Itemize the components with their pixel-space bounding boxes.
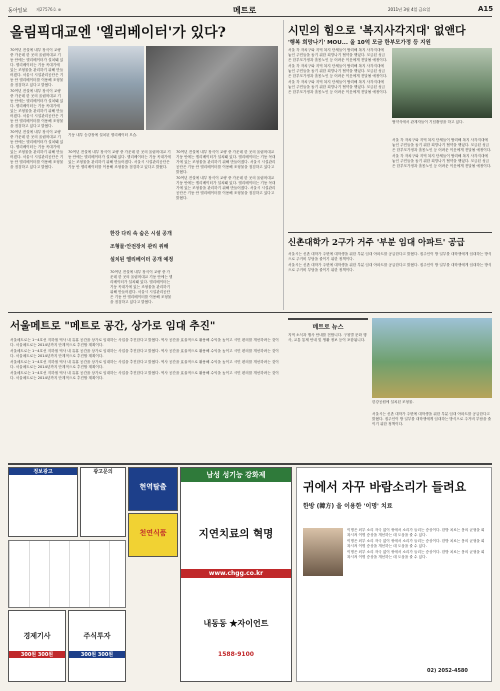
health-ad-body bbox=[347, 528, 487, 668]
health-ad-headline: 귀에서 자꾸 바람소리가 들려요 bbox=[303, 480, 467, 494]
ad3-big: 지연치료의 혁명 bbox=[198, 528, 274, 540]
article1-text-3: 70여년 전설에 내부 장식이 교량 중 가운데 한 곳의 올림픽대교 기둥 안에는 엘리베이터가 설치돼 있다. 엘리베이터는 기둥 꼭대기에 있는 조형물을 관리하기 위해 만들어졌다. 서울시 시설관리공단은 기둥 안 엘리베이터를 이용해 조형물을 점검하고 있다고 밝혔다. bbox=[10, 130, 64, 169]
news-box bbox=[288, 318, 368, 460]
article1-text-2: 70여년 전설에 내부 장식이 교량 중 가운데 한 곳의 올림픽대교 기둥 안에는 엘리베이터가 설치돼 있다. 엘리베이터는 기둥 꼭대기에 있는 조형물을 관리하기 위해 만들어졌다. 서울시 시설관리공단은 기둥 안 엘리베이터를 이용해 조형물을 점검하고 있다고 밝혔다. bbox=[10, 89, 64, 128]
news-box-body: 지역 소식과 행사 안내를 전합니다. 구청별 문화 행사, 교통 통제 안내 및 생활 정보 등이 포함됩니다. bbox=[288, 333, 367, 342]
ad3-url: www.chgg.co.kr bbox=[181, 569, 291, 578]
article2-text: 서울 각 자치구와 지역 복지 단체들이 협력해 복지 사각지대에 놓인 주민들을 돕기 위한 희망나기 협약을 맺었다. 모금된 성금은 한부모가정과 홀몸노인 등 어려운 이웃에게 전달될 예정이다. bbox=[288, 48, 388, 62]
article1-text-5: 70여년 전설에 내부 장식이 교량 중 가운데 한 곳의 올림픽대교 기둥 안에는 엘리베이터가 설치돼 있다. 엘리베이터는 기둥 꼭대기에 있는 조형물을 관리하기 위해 만들어졌다. 서울시 시설관리공단은 기둥 안 엘리베이터를 이용해 조형물을 점검하고 있다고 밝혔다. bbox=[176, 150, 276, 174]
ad7-title: 천연식품 bbox=[139, 529, 167, 537]
article1-text-6: 70여년 전설에 내부 장식이 교량 중 가운데 한 곳의 올림픽대교 기둥 안에는 엘리베이터가 설치돼 있다. 엘리베이터는 기둥 꼭대기에 있는 조형물을 관리하기 위해 만들어졌다. 서울시 시설관리공단은 기둥 안 엘리베이터를 이용해 조형물을 점검하고 있다고 밝혔다. bbox=[176, 176, 276, 200]
health-ad-text-2: 이명은 외부 소리 자극 없이 귀에서 소리가 들리는 증상이다. 한방 치료는 몸의 균형을 회복시켜 이명 증상을 개선하는 데 도움을 줄 수 있다. bbox=[347, 539, 485, 548]
paper-name: 동아일보 bbox=[8, 8, 28, 14]
ad3-title: 남성 성기능 강화제 bbox=[181, 468, 291, 482]
elevator-photo bbox=[146, 46, 278, 130]
article2-bottom-rule bbox=[288, 232, 492, 233]
article1-body-col2b bbox=[110, 270, 173, 306]
ad3-phone: 1588-9100 bbox=[218, 651, 254, 658]
article2-text-5: 서울 각 자치구와 지역 복지 단체들이 협력해 복지 사각지대에 놓인 주민들을 돕기 위한 희망나기 협약을 맺었다. 모금된 성금은 한부모가정과 홀몸노인 등 어려운 이웃에게 전달될 예정이다. bbox=[392, 154, 492, 168]
mid-rule bbox=[8, 312, 492, 313]
article1-side-headline-1: 한강 다리 속 숨은 시설 공개 bbox=[110, 231, 172, 237]
article4-headline: 서울메트로 "메트로 공간, 상가로 임대 추진" bbox=[10, 320, 216, 332]
article2-text-2: 서울 각 자치구와 지역 복지 단체들이 협력해 복지 사각지대에 놓인 주민들을 돕기 위한 희망나기 협약을 맺었다. 모금된 성금은 한부모가정과 홀몸노인 등 어려운 이웃에게 전달될 예정이다. bbox=[288, 64, 388, 78]
article2-headline: 시민의 힘으로 '복지사각지대' 없앤다 bbox=[288, 24, 466, 37]
article2-text-3: 서울 각 자치구와 지역 복지 단체들이 협력해 복지 사각지대에 놓인 주민들을 돕기 위한 희망나기 협약을 맺었다. 모금된 성금은 한부모가정과 홀몸노인 등 어려운 이웃에게 전달될 예정이다. bbox=[288, 80, 388, 94]
article3-photo-caption: 한강공원에 설치된 조형물. bbox=[372, 400, 414, 404]
article1-side-headline-3: 설치된 엘리베이터 공개 예정 bbox=[110, 257, 174, 263]
article4-body bbox=[10, 338, 282, 460]
ads-rule bbox=[8, 463, 492, 465]
ad5-sub: 300원 300원 bbox=[69, 651, 125, 658]
article2-body bbox=[288, 48, 388, 228]
article1-text: 70여년 전설에 내부 장식이 교량 중 가운데 한 곳의 올림픽대교 기둥 안에는 엘리베이터가 설치돼 있다. 엘리베이터는 기둥 꼭대기에 있는 조형물을 관리하기 위해 만들어졌다. 서울시 시설관리공단은 기둥 안 엘리베이터를 이용해 조형물을 점검하고 있다고 밝혔다. bbox=[10, 48, 64, 87]
issue-number: 제27576호 ⊕ bbox=[36, 7, 62, 12]
article4-text: 서울메트로는 1~4호선 지하철 역사 내 유휴 공간을 상가로 임대하는 사업을 추진한다고 밝혔다. 역사 공간을 효율적으로 활용해 수익을 높이고 시민 편의를 개선하려는 것이다. 서울메트로는 2014년까지 단계적으로 추진할 계획이다. bbox=[10, 338, 279, 347]
news-box-title: 메트로 뉴스 bbox=[312, 324, 344, 331]
article1-body-col3 bbox=[176, 150, 278, 306]
article2-text-4: 서울 각 자치구와 지역 복지 단체들이 협력해 복지 사각지대에 놓인 주민들을 돕기 위한 희망나기 협약을 맺었다. 모금된 성금은 한부모가정과 홀몸노인 등 어려운 이웃에게 전달될 예정이다. bbox=[392, 138, 492, 152]
classifieds-grid bbox=[8, 540, 126, 608]
section-title: 메트로 bbox=[233, 5, 257, 15]
ad2-title: 광고문의 bbox=[93, 469, 113, 475]
article3-body bbox=[288, 252, 492, 310]
article3-headline: 신촌대학가 2구가 거주 '부분 임대 아파트' 공급 bbox=[288, 238, 465, 248]
ad-box-3 bbox=[180, 467, 292, 682]
ad-box-2 bbox=[80, 467, 126, 537]
health-ad-subhead: 한방 (韓方) 을 이용한 '이명' 치료 bbox=[303, 503, 393, 510]
article4-text-2: 서울메트로는 1~4호선 지하철 역사 내 유휴 공간을 상가로 임대하는 사업을 추진한다고 밝혔다. 역사 공간을 효율적으로 활용해 수익을 높이고 시민 편의를 개선하려는 것이다. 서울메트로는 2014년까지 단계적으로 추진할 계획이다. bbox=[10, 349, 279, 358]
photo-story-body bbox=[372, 412, 492, 460]
hangang-photo bbox=[372, 318, 492, 398]
health-ad-text: 이명은 외부 소리 자극 없이 귀에서 소리가 들리는 증상이다. 한방 치료는 몸의 균형을 회복시켜 이명 증상을 개선하는 데 도움을 줄 수 있다. bbox=[347, 528, 485, 537]
olympic-bridge-photo bbox=[68, 46, 144, 130]
ad3-big2: 내동동 ★자이언트 bbox=[203, 618, 269, 628]
mou-photo bbox=[392, 48, 492, 118]
article2-body-col2 bbox=[392, 138, 492, 228]
article3-text-2: 서울시는 신촌 대학가 주변에 대학생을 위한 부분 임대 아파트를 공급한다고 밝혔다. 집주인이 방 일부를 대학생에게 임대하는 방식으로 주거비 부담을 줄이기 위한 정책이다. bbox=[288, 263, 492, 272]
article2-subhead: '행복 희망나기' MOU... 올 10억 모금 한부모가정 등 지원 bbox=[288, 40, 431, 46]
photo-story-text: 서울시는 신촌 대학가 주변에 대학생을 위한 부분 임대 아파트를 공급한다고 밝혔다. 집주인이 방 일부를 대학생에게 임대하는 방식으로 주거비 부담을 줄이기 위한 정책이다. bbox=[372, 412, 492, 426]
ad4-title: 경제기사 bbox=[23, 632, 51, 640]
masthead-rule bbox=[8, 16, 492, 17]
article1-body bbox=[10, 48, 64, 308]
article1-text-4: 70여년 전설에 내부 장식이 교량 중 가운데 한 곳의 올림픽대교 기둥 안에는 엘리베이터가 설치돼 있다. 엘리베이터는 기둥 꼭대기에 있는 조형물을 관리하기 위해 만들어졌다. 서울시 시설관리공단은 기둥 안 엘리베이터를 이용해 조형물을 점검하고 있다고 밝혔다. bbox=[68, 150, 171, 169]
health-ad bbox=[296, 467, 492, 682]
article1-photo-caption: 기둥 내부 승강장에 설치된 엘리베이터 모습. bbox=[68, 133, 138, 137]
ad1-title: 정보광고 bbox=[9, 468, 77, 475]
column-divider bbox=[283, 20, 284, 310]
article1-headline: 올림픽대교엔 '엘리베이터'가 있다? bbox=[10, 25, 226, 41]
article3-text: 서울시는 신촌 대학가 주변에 대학생을 위한 부분 임대 아파트를 공급한다고 밝혔다. 집주인이 방 일부를 대학생에게 임대하는 방식으로 주거비 부담을 줄이기 위한 정책이다. bbox=[288, 252, 492, 261]
ad-box-6 bbox=[128, 467, 178, 511]
article2-photo-caption: 협약식에서 관계자들이 기념촬영을 하고 있다. bbox=[392, 120, 464, 124]
health-ad-phone: 02) 2052-4580 bbox=[427, 668, 468, 674]
masthead bbox=[8, 6, 492, 16]
article4-text-3: 서울메트로는 1~4호선 지하철 역사 내 유휴 공간을 상가로 임대하는 사업을 추진한다고 밝혔다. 역사 공간을 효율적으로 활용해 수익을 높이고 시민 편의를 개선하려는 것이다. 서울메트로는 2014년까지 단계적으로 추진할 계획이다. bbox=[10, 360, 279, 369]
ad4-sub: 300원 300원 bbox=[9, 651, 65, 658]
ad-box-5 bbox=[68, 610, 126, 682]
article1-body-col2 bbox=[68, 150, 173, 230]
page-number: A15 bbox=[478, 5, 494, 13]
article1-text-7: 70여년 전설에 내부 장식이 교량 중 가운데 한 곳의 올림픽대교 기둥 안에는 엘리베이터가 설치돼 있다. 엘리베이터는 기둥 꼭대기에 있는 조형물을 관리하기 위해 만들어졌다. 서울시 시설관리공단은 기둥 안 엘리베이터를 이용해 조형물을 점검하고 있다고 밝혔다. bbox=[110, 270, 173, 304]
ad5-title: 주식투자 bbox=[83, 632, 111, 640]
ad-box-7 bbox=[128, 513, 178, 557]
article1-side-headline-2: 조형물·안전장치 관리 위해 bbox=[110, 244, 169, 250]
ad-box-4 bbox=[8, 610, 66, 682]
article4-text-4: 서울메트로는 1~4호선 지하철 역사 내 유휴 공간을 상가로 임대하는 사업을 추진한다고 밝혔다. 역사 공간을 효율적으로 활용해 수익을 높이고 시민 편의를 개선하려는 것이다. 서울메트로는 2014년까지 단계적으로 추진할 계획이다. bbox=[10, 371, 279, 380]
health-ad-text-3: 이명은 외부 소리 자극 없이 귀에서 소리가 들리는 증상이다. 한방 치료는 몸의 균형을 회복시켜 이명 증상을 개선하는 데 도움을 줄 수 있다. bbox=[347, 550, 485, 559]
ad6-title: 현역탈출 bbox=[139, 483, 167, 491]
ad-box-1 bbox=[8, 467, 78, 537]
doctor-photo bbox=[303, 528, 343, 576]
issue-date: 2011년 3월 4일 금요일 bbox=[388, 7, 431, 12]
